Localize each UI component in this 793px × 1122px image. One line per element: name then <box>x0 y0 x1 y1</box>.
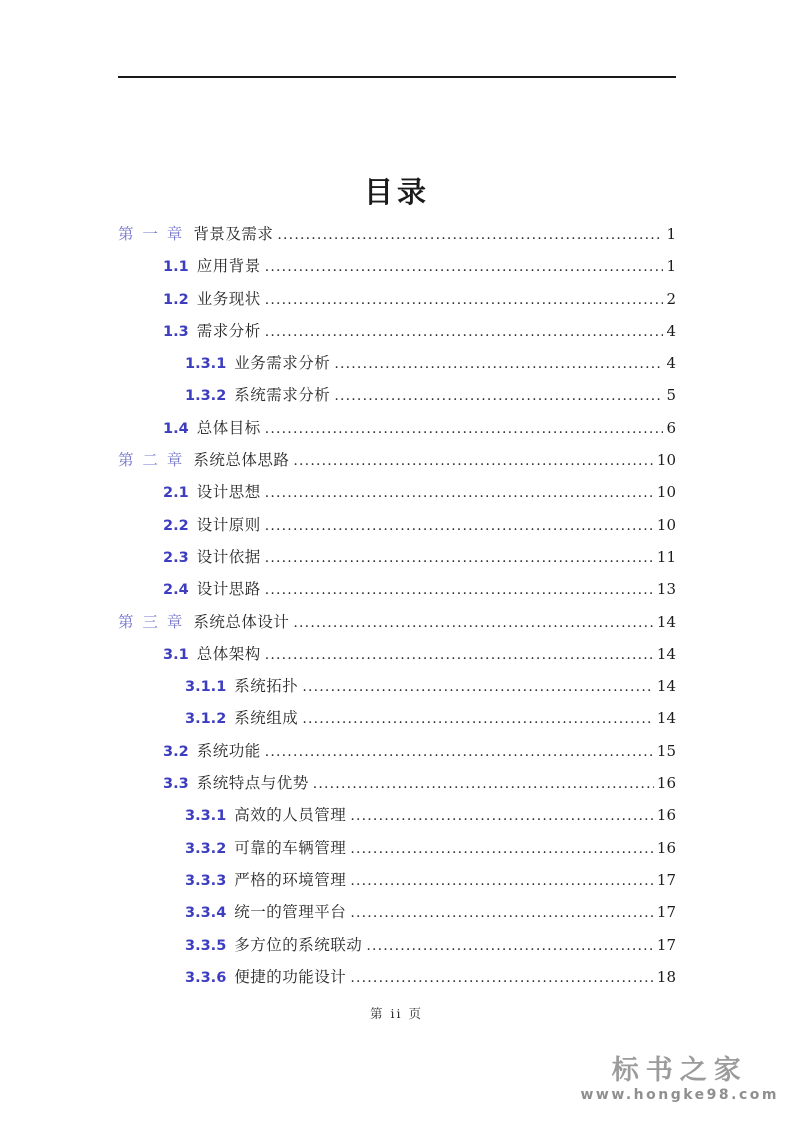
toc-entry[interactable] <box>118 670 676 702</box>
toc-entry-title: 总体目标 <box>196 418 261 437</box>
toc-entry-page: 18 <box>656 967 676 986</box>
toc-entry[interactable] <box>118 799 676 831</box>
toc-entry-title: 可靠的车辆管理 <box>234 838 347 857</box>
toc-entry[interactable] <box>118 541 676 573</box>
toc-entry-number: 3.3.5 <box>185 937 227 954</box>
toc-entry-title: 总体架构 <box>196 644 261 663</box>
toc-entry-title: 系统组成 <box>234 709 299 728</box>
toc-entry[interactable] <box>118 444 676 476</box>
toc-entry-number: 第 二 章 <box>118 451 185 470</box>
toc-entry-title: 设计原则 <box>196 515 261 534</box>
toc-entry-page: 5 <box>666 386 676 405</box>
dot-leader <box>334 347 663 380</box>
toc-entry-number: 1.3.2 <box>185 388 227 405</box>
dot-leader <box>313 767 654 800</box>
dot-leader <box>350 864 654 897</box>
toc-entry[interactable] <box>118 218 676 250</box>
toc-entry-title: 需求分析 <box>196 321 261 340</box>
toc-entry-title: 系统需求分析 <box>234 386 331 405</box>
toc-entry-title: 系统特点与优势 <box>196 774 309 793</box>
toc-entry-page: 15 <box>656 741 676 760</box>
toc-entry-page: 14 <box>656 644 676 663</box>
toc-entry-title: 便捷的功能设计 <box>234 967 347 986</box>
toc-entry-title: 业务需求分析 <box>234 354 331 373</box>
dot-leader <box>265 573 654 606</box>
toc-entry-title: 多方位的系统联动 <box>234 935 363 954</box>
dot-leader <box>350 961 654 994</box>
toc-entry-number: 3.2 <box>163 743 189 760</box>
toc-entry-page: 16 <box>656 806 676 825</box>
dot-leader <box>302 702 654 735</box>
toc-entry-title: 系统功能 <box>196 741 261 760</box>
toc-entry-page: 14 <box>656 612 676 631</box>
toc-entry-title: 统一的管理平台 <box>234 903 347 922</box>
toc-entry-page: 1 <box>666 257 676 276</box>
toc-entry-page: 14 <box>656 677 676 696</box>
dot-leader <box>293 444 654 477</box>
dot-leader <box>277 218 663 251</box>
toc-entry-number: 2.3 <box>163 549 189 566</box>
toc-entry-number: 第 一 章 <box>118 225 185 243</box>
toc-entry[interactable] <box>118 864 676 896</box>
toc-entry-page: 17 <box>656 903 676 922</box>
toc-entry-page: 16 <box>656 774 676 793</box>
toc-entry[interactable] <box>118 379 676 411</box>
toc-entry-page: 1 <box>666 225 676 243</box>
dot-leader <box>265 541 654 574</box>
dot-leader <box>265 638 654 671</box>
toc-entry-page: 10 <box>656 515 676 534</box>
dot-leader <box>350 832 654 865</box>
toc-entry[interactable] <box>118 896 676 928</box>
toc-entry-page: 10 <box>656 451 676 470</box>
watermark <box>580 1056 779 1104</box>
toc-entry[interactable] <box>118 250 676 282</box>
dot-leader <box>334 379 663 412</box>
toc-entry[interactable] <box>118 961 676 993</box>
toc-entry-number: 1.1 <box>163 259 189 276</box>
header-rule <box>118 76 676 78</box>
toc-entry-title: 严格的环境管理 <box>234 870 347 889</box>
toc-entry[interactable] <box>118 735 676 767</box>
toc-entry[interactable] <box>118 767 676 799</box>
toc-entry-number: 2.2 <box>163 517 189 534</box>
toc-entry[interactable] <box>118 283 676 315</box>
dot-leader <box>350 799 654 832</box>
toc-entry-number: 3.3.3 <box>185 872 227 889</box>
toc-entry-number: 3.1.1 <box>185 679 227 696</box>
dot-leader <box>265 250 664 283</box>
toc-entry-page: 13 <box>656 580 676 599</box>
toc-entry-number: 3.3.2 <box>185 840 227 857</box>
toc-entry-page: 4 <box>666 321 676 340</box>
toc-entry-title: 系统总体设计 <box>193 612 290 631</box>
dot-leader <box>265 476 654 509</box>
toc-entry-number: 3.3.6 <box>185 969 227 986</box>
toc-entry-number: 3.3 <box>163 776 189 793</box>
dot-leader <box>265 315 664 348</box>
watermark-site-url: www.hongke98.com <box>580 1087 779 1103</box>
dot-leader <box>265 735 654 768</box>
page-title: 目录 <box>363 175 430 209</box>
dot-leader <box>366 929 654 962</box>
toc-entry-number: 第 三 章 <box>118 612 185 631</box>
toc-entry-title: 背景及需求 <box>193 225 274 243</box>
toc-entry-title: 设计思路 <box>196 580 261 599</box>
toc-entry-page: 14 <box>656 709 676 728</box>
toc-entry-number: 1.3 <box>163 323 189 340</box>
toc-entry[interactable] <box>118 347 676 379</box>
dot-leader <box>265 283 664 316</box>
toc-entry[interactable] <box>118 606 676 638</box>
toc-entry-number: 1.4 <box>163 420 189 437</box>
toc-entry-title: 应用背景 <box>196 257 261 276</box>
toc-entry[interactable] <box>118 832 676 864</box>
toc-entry-number: 1.2 <box>163 291 189 308</box>
toc-entry[interactable] <box>118 476 676 508</box>
page-number-footer: 第 ii 页 <box>370 1006 423 1021</box>
toc-entry-title: 设计依据 <box>196 547 261 566</box>
toc-entry-title: 设计思想 <box>196 483 261 502</box>
toc-entry-page: 16 <box>656 838 676 857</box>
dot-leader <box>302 670 654 703</box>
toc-entry-number: 3.3.4 <box>185 905 227 922</box>
dot-leader <box>265 412 664 445</box>
toc-entry-number: 3.1.2 <box>185 711 227 728</box>
toc-entry[interactable] <box>118 315 676 347</box>
toc-entry-page: 17 <box>656 870 676 889</box>
toc-entry-title: 系统拓扑 <box>234 677 299 696</box>
dot-leader <box>265 509 654 542</box>
toc-entry-number: 2.4 <box>163 582 189 599</box>
toc-entry[interactable] <box>118 573 676 605</box>
toc-entry-title: 高效的人员管理 <box>234 806 347 825</box>
toc-entry-number: 3.3.1 <box>185 808 227 825</box>
table-of-contents <box>118 218 676 993</box>
toc-entry-page: 17 <box>656 935 676 954</box>
toc-entry-page: 2 <box>666 289 676 308</box>
toc-entry[interactable] <box>118 929 676 961</box>
dot-leader <box>293 606 654 639</box>
toc-entry-number: 2.1 <box>163 485 189 502</box>
toc-entry-page: 6 <box>666 418 676 437</box>
toc-entry-number: 1.3.1 <box>185 356 227 373</box>
toc-entry[interactable] <box>118 509 676 541</box>
toc-entry-page: 11 <box>656 547 676 566</box>
watermark-site-name: 标书之家 <box>611 1055 748 1086</box>
toc-entry-page: 10 <box>656 483 676 502</box>
toc-entry[interactable] <box>118 412 676 444</box>
toc-entry-page: 4 <box>666 354 676 373</box>
toc-entry-title: 业务现状 <box>196 289 261 308</box>
toc-entry[interactable] <box>118 638 676 670</box>
dot-leader <box>350 896 654 929</box>
toc-entry-title: 系统总体思路 <box>193 451 290 470</box>
toc-entry[interactable] <box>118 702 676 734</box>
toc-entry-number: 3.1 <box>163 646 189 663</box>
